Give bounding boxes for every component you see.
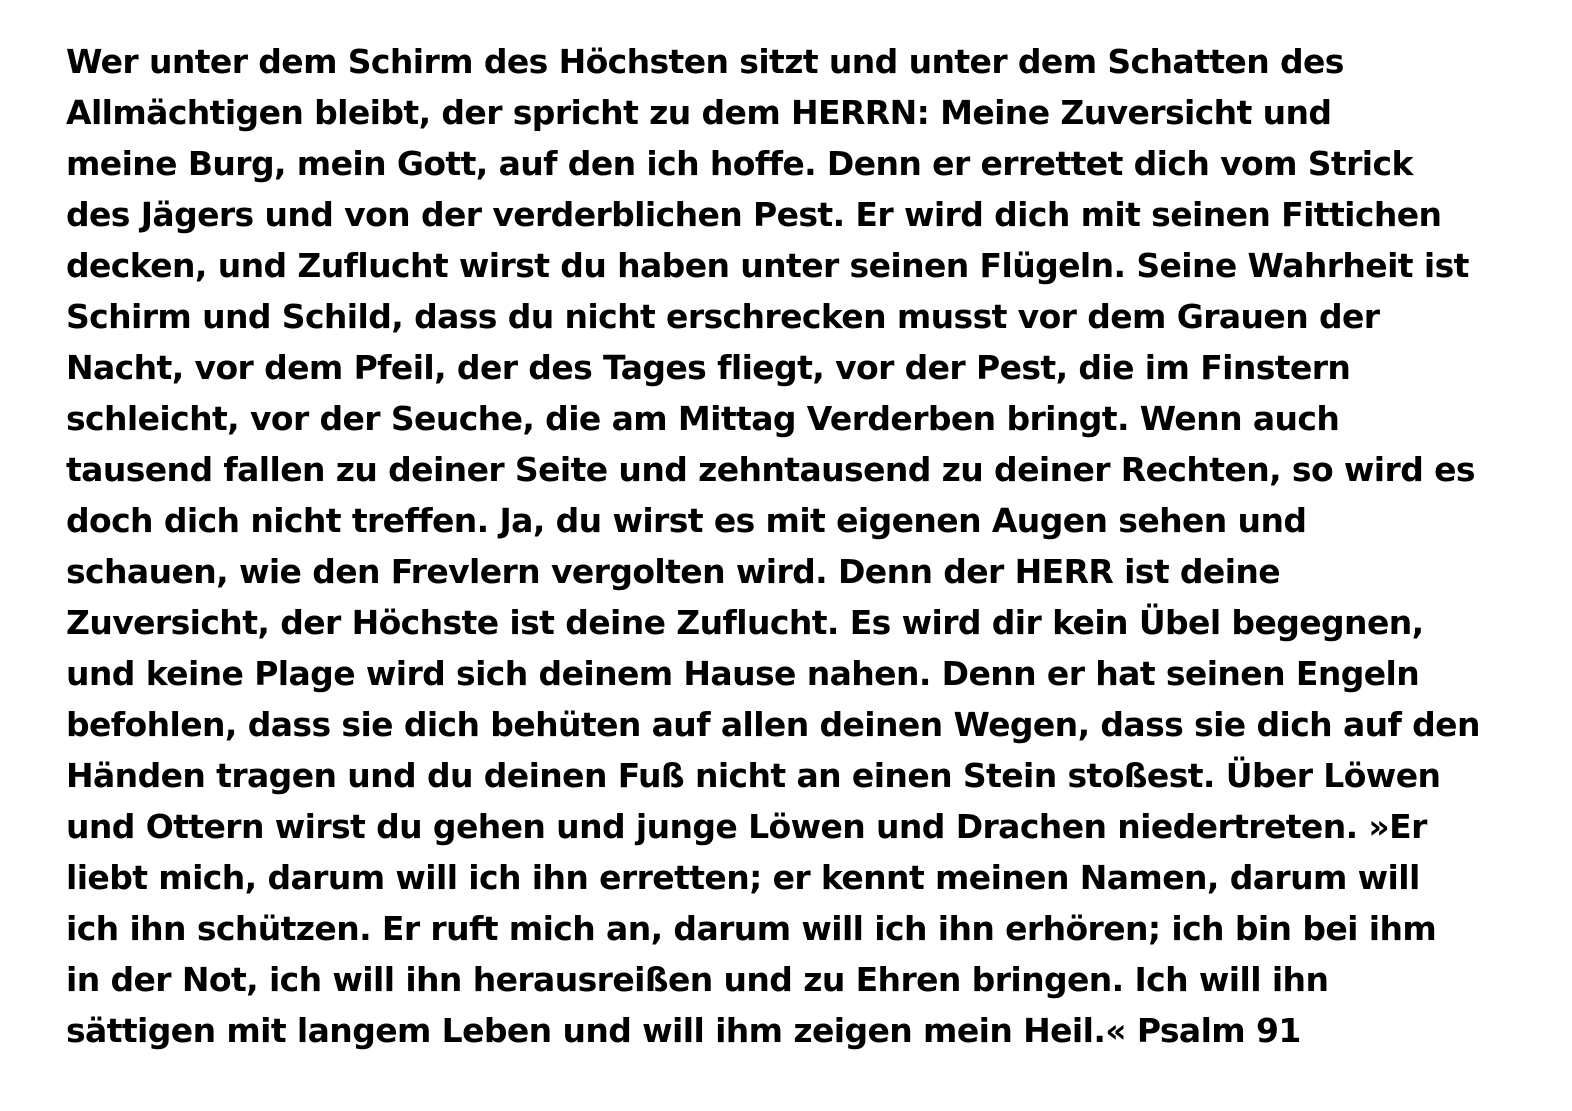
text-line-12: Zuversicht, der Höchste ist deine Zuflucht. Es wird dir kein Übel begegnen, bbox=[66, 603, 1424, 642]
text-line-5: decken, und Zuflucht wirst du haben unter seinen Flügeln. Seine Wahrheit ist bbox=[66, 246, 1469, 285]
text-line-11: schauen, wie den Frevlern vergolten wird. Denn der HERR ist deine bbox=[66, 552, 1281, 591]
text-line-18: ich ihn schützen. Er ruft mich an, darum will ich ihn erhören; ich bin bei ihm bbox=[66, 909, 1437, 948]
text-line-2: Allmächtigen bleibt, der spricht zu dem HERRN: Meine Zuversicht und bbox=[66, 93, 1332, 132]
text-line-10: doch dich nicht treffen. Ja, du wirst es mit eigenen Augen sehen und bbox=[66, 501, 1307, 540]
psalm-text-block bbox=[66, 36, 1546, 1056]
text-line-6: Schirm und Schild, dass du nicht erschrecken musst vor dem Grauen der bbox=[66, 297, 1380, 336]
text-line-7: Nacht, vor dem Pfeil, der des Tages fliegt, vor der Pest, die im Finstern bbox=[66, 348, 1351, 387]
text-line-14: befohlen, dass sie dich behüten auf allen deinen Wegen, dass sie dich auf den bbox=[66, 705, 1480, 744]
text-line-1: Wer unter dem Schirm des Höchsten sitzt und unter dem Schatten des bbox=[66, 42, 1344, 81]
text-line-20: sättigen mit langem Leben und will ihm zeigen mein Heil.« Psalm 91 bbox=[66, 1011, 1301, 1050]
text-line-9: tausend fallen zu deiner Seite und zehntausend zu deiner Rechten, so wird es bbox=[66, 450, 1475, 489]
text-line-15: Händen tragen und du deinen Fuß nicht an einen Stein stoßest. Über Löwen bbox=[66, 756, 1441, 795]
text-line-8: schleicht, vor der Seuche, die am Mittag Verderben bringt. Wenn auch bbox=[66, 399, 1340, 438]
text-line-13: und keine Plage wird sich deinem Hause nahen. Denn er hat seinen Engeln bbox=[66, 654, 1420, 693]
text-line-4: des Jägers und von der verderblichen Pest. Er wird dich mit seinen Fittichen bbox=[66, 195, 1442, 234]
text-line-3: meine Burg, mein Gott, auf den ich hoffe. Denn er errettet dich vom Strick bbox=[66, 144, 1413, 183]
text-line-17: liebt mich, darum will ich ihn erretten; er kennt meinen Namen, darum will bbox=[66, 858, 1420, 897]
text-line-19: in der Not, ich will ihn herausreißen und zu Ehren bringen. Ich will ihn bbox=[66, 960, 1329, 999]
text-line-16: und Ottern wirst du gehen und junge Löwen und Drachen niedertreten. »Er bbox=[66, 807, 1427, 846]
